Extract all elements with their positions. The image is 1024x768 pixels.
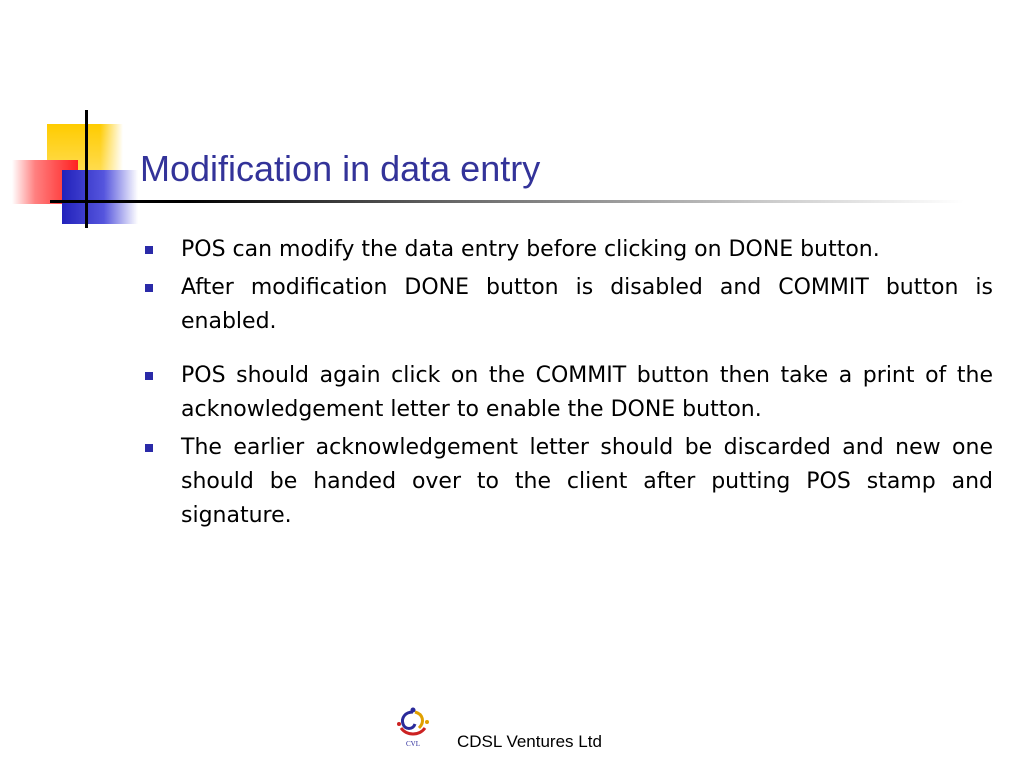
square-bullet-icon [145, 246, 153, 254]
square-bullet-icon [145, 372, 153, 380]
deco-blue-square [62, 170, 138, 224]
square-bullet-icon [145, 444, 153, 452]
square-bullet-icon [145, 284, 153, 292]
bullet-item [145, 233, 993, 267]
cvl-logo-icon [393, 706, 433, 750]
logo-text: CVL [406, 740, 420, 748]
title-underline [50, 200, 964, 203]
slide-title: Modification in data entry [140, 148, 541, 189]
corner-decoration [0, 0, 140, 240]
bullet-text: After modification DONE button is disabled and COMMIT button is enabled. [181, 275, 993, 334]
bullet-text: POS can modify the data entry before clicking on DONE button. [181, 237, 880, 262]
bullet-text: The earlier acknowledgement letter should be discarded and new one should be handed over to the client after putting POS stamp and signature. [181, 435, 993, 528]
footer-company: CDSL Ventures Ltd [457, 732, 602, 751]
bullet-list [145, 233, 993, 537]
bullet-text: POS should again click on the COMMIT button then take a print of the acknowledgement letter to enable the DONE button. [181, 363, 993, 422]
bullet-item [145, 271, 993, 339]
bullet-item [145, 359, 993, 427]
bullet-item [145, 431, 993, 533]
deco-vertical-line [85, 110, 88, 228]
